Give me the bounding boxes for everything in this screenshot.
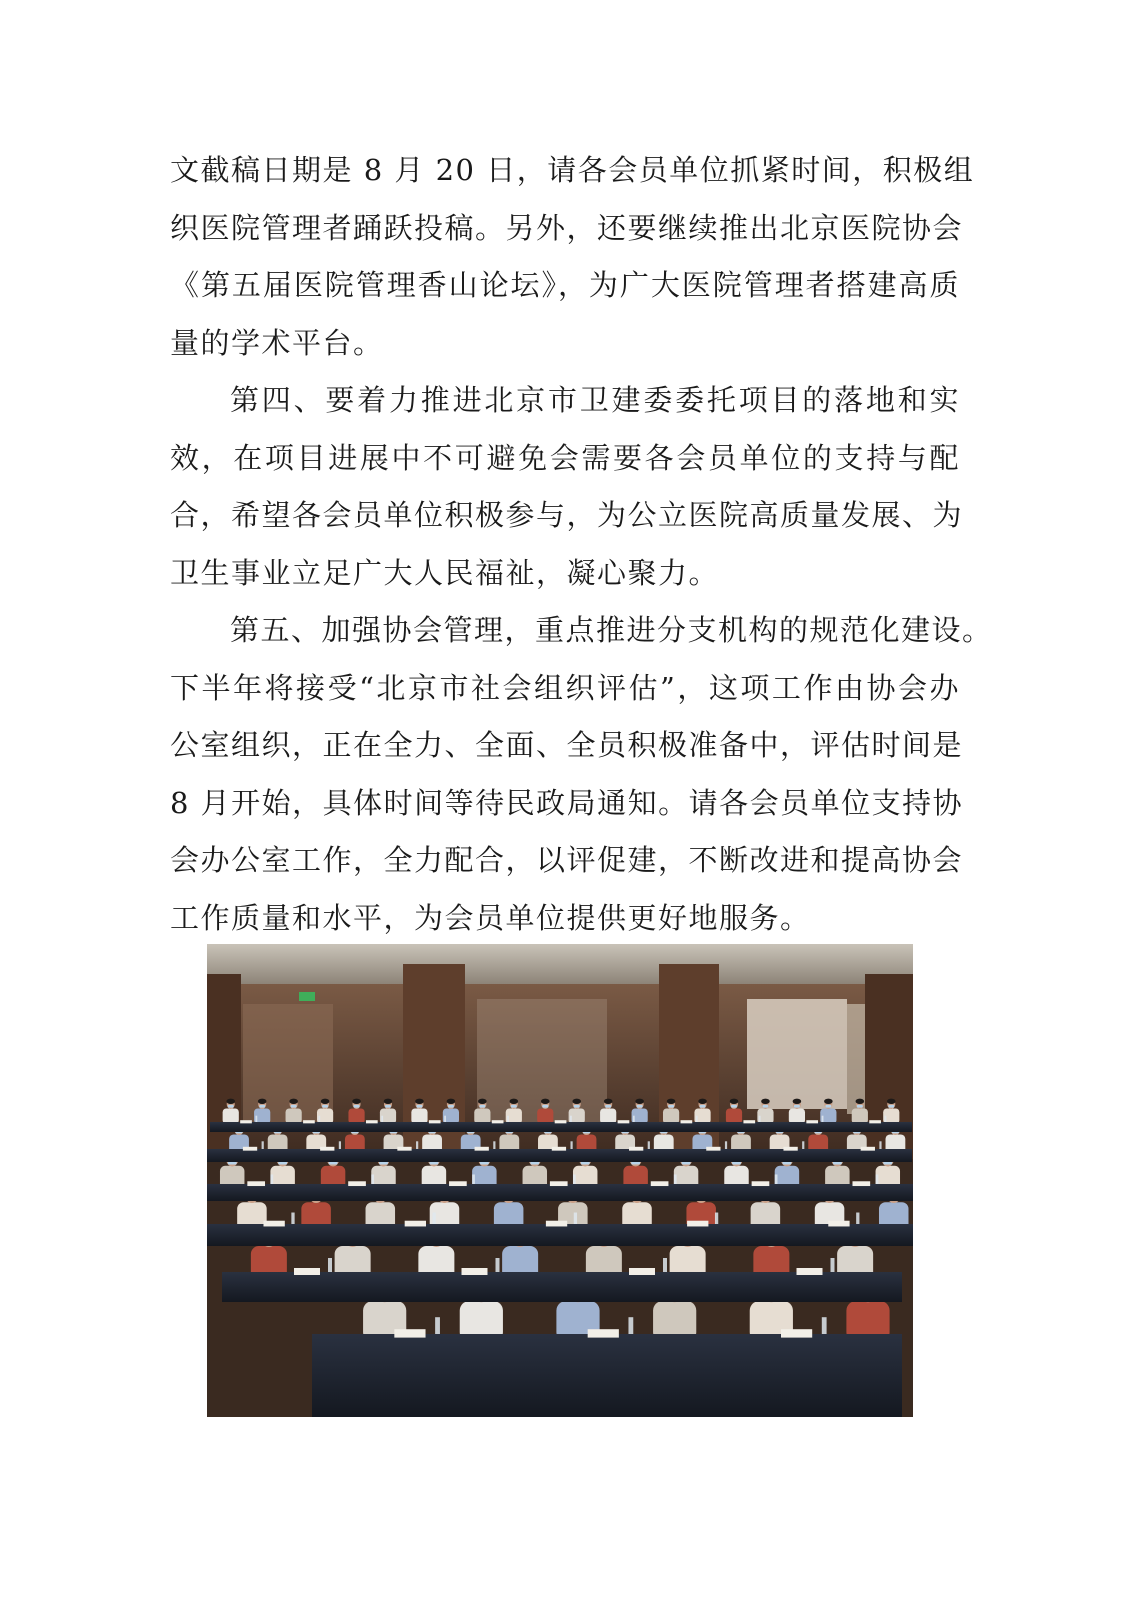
- attendee-body: [411, 1109, 427, 1124]
- attendee-mask: [448, 1105, 454, 1108]
- attendee-mask: [794, 1105, 800, 1108]
- attendee-hair: [384, 1099, 393, 1104]
- text-line: 会办公室工作，全力配合，以评促建，不断改进和提高协会: [170, 843, 964, 877]
- attendee-body: [223, 1109, 239, 1124]
- attendee-hair: [289, 1099, 298, 1104]
- water-bottle: [371, 1174, 374, 1184]
- attendee-hair: [856, 1099, 865, 1104]
- text-line: 合，希望各会员单位积极参与，为公立医院高质量发展、为: [170, 498, 964, 532]
- body-text: [170, 142, 993, 947]
- nameplate: [555, 1120, 567, 1123]
- attendee-mask: [511, 1105, 517, 1108]
- attendee-hair: [415, 1099, 424, 1104]
- nameplate: [797, 1268, 823, 1275]
- water-bottle: [381, 1116, 383, 1122]
- attendee-body: [348, 1109, 364, 1124]
- nameplate: [629, 1147, 643, 1151]
- attendee-mask: [417, 1105, 423, 1108]
- attendee-mask: [322, 1105, 328, 1108]
- attendee-mask: [668, 1105, 674, 1108]
- nameplate: [247, 1181, 265, 1186]
- nameplate: [294, 1268, 320, 1275]
- water-bottle: [633, 1116, 635, 1122]
- text-line: 第五、加强协会管理，重点推进分支机构的规范化建设。: [230, 613, 993, 647]
- table-cloth: [207, 1149, 912, 1162]
- attendee-body: [852, 1109, 868, 1124]
- attendee-mask: [228, 1105, 234, 1108]
- nameplate: [366, 1120, 378, 1123]
- nameplate: [588, 1329, 619, 1337]
- water-bottle: [648, 1141, 650, 1149]
- nameplate: [806, 1120, 818, 1123]
- attendee-hair: [447, 1099, 456, 1104]
- nameplate: [303, 1120, 315, 1123]
- nameplate: [781, 1329, 812, 1337]
- attendee-hair: [604, 1099, 613, 1104]
- attendee-hair: [761, 1099, 770, 1104]
- attendee-hair: [572, 1099, 581, 1104]
- water-bottle: [759, 1116, 761, 1122]
- attendee-body: [663, 1109, 679, 1124]
- nameplate: [550, 1181, 568, 1186]
- text-line: 效，在项目进展中不可避免会需要各会员单位的支持与配: [170, 440, 960, 475]
- attendee-hair: [541, 1099, 550, 1104]
- attendee-mask: [605, 1105, 611, 1108]
- attendee-mask: [637, 1105, 643, 1108]
- attendee-hair: [667, 1099, 676, 1104]
- attendee-mask: [542, 1105, 548, 1108]
- attendee-mask: [763, 1105, 769, 1108]
- water-bottle: [876, 1174, 879, 1184]
- water-bottle: [339, 1141, 341, 1149]
- nameplate: [743, 1120, 755, 1123]
- water-bottle: [570, 1141, 572, 1149]
- water-bottle: [628, 1317, 633, 1334]
- text-line: 公室组织，正在全力、全面、全员积极准备中，评估时间是: [170, 728, 964, 762]
- water-bottle: [444, 1116, 446, 1122]
- attendee-hair: [730, 1099, 739, 1104]
- water-bottle: [493, 1141, 495, 1149]
- nameplate: [475, 1147, 489, 1151]
- nameplate: [861, 1147, 875, 1151]
- water-bottle: [507, 1116, 509, 1122]
- water-bottle: [262, 1141, 264, 1149]
- attendee-mask: [731, 1105, 737, 1108]
- nameplate: [348, 1181, 366, 1186]
- water-bottle: [802, 1141, 804, 1149]
- attendee-hair: [510, 1099, 519, 1104]
- water-bottle: [255, 1116, 257, 1122]
- attendee-body: [726, 1109, 742, 1124]
- text-line: 8 月开始，具体时间等待民政局通知。请各会员单位支持协: [170, 785, 964, 820]
- water-bottle: [775, 1174, 778, 1184]
- nameplate: [629, 1268, 655, 1275]
- water-bottle: [725, 1141, 727, 1149]
- water-bottle: [674, 1174, 677, 1184]
- attendee-mask: [857, 1105, 863, 1108]
- water-bottle: [831, 1258, 835, 1272]
- nameplate: [828, 1221, 849, 1227]
- attendee-body: [474, 1109, 490, 1124]
- attendee-hair: [321, 1099, 330, 1104]
- water-bottle: [663, 1258, 667, 1272]
- nameplate: [449, 1181, 467, 1186]
- water-bottle: [472, 1174, 475, 1184]
- attendee-hair: [352, 1099, 361, 1104]
- nameplate: [546, 1221, 567, 1227]
- water-bottle: [328, 1258, 332, 1272]
- text-line: 卫生事业立足广大人民福祉，凝心聚力。: [170, 555, 720, 590]
- water-bottle: [856, 1213, 859, 1224]
- water-bottle: [879, 1141, 881, 1149]
- nameplate: [752, 1181, 770, 1186]
- text-line: 下半年将接受“北京市社会组织评估”，这项工作由协会办: [170, 670, 960, 705]
- nameplate: [651, 1181, 669, 1186]
- water-bottle: [570, 1116, 572, 1122]
- water-bottle: [574, 1213, 577, 1224]
- attendee-hair: [793, 1099, 802, 1104]
- attendee-hair: [635, 1099, 644, 1104]
- table-cloth: [207, 1184, 913, 1201]
- water-bottle: [416, 1141, 418, 1149]
- water-bottle: [435, 1317, 440, 1334]
- water-bottle: [291, 1213, 294, 1224]
- nameplate: [394, 1329, 425, 1337]
- attendee-mask: [700, 1105, 706, 1108]
- text-line: 量的学术平台。: [170, 325, 384, 360]
- attendee-body: [789, 1109, 805, 1124]
- table-cloth: [222, 1272, 902, 1302]
- attendee-mask: [574, 1105, 580, 1108]
- attendee-mask: [385, 1105, 391, 1108]
- nameplate: [687, 1221, 708, 1227]
- attendee-hair: [824, 1099, 833, 1104]
- nameplate: [852, 1181, 870, 1186]
- water-bottle: [573, 1174, 576, 1184]
- nameplate: [397, 1147, 411, 1151]
- table-cloth: [312, 1334, 902, 1417]
- attendee-mask: [888, 1105, 894, 1108]
- nameplate: [243, 1147, 257, 1151]
- nameplate: [492, 1120, 504, 1123]
- nameplate: [263, 1221, 284, 1227]
- nameplate: [429, 1120, 441, 1123]
- nameplate: [706, 1147, 720, 1151]
- nameplate: [618, 1120, 630, 1123]
- attendee-mask: [259, 1105, 265, 1108]
- text-line: 文截稿日期是 8 月 20 日，请各会员单位抓紧时间，积极组: [170, 153, 975, 187]
- attendee-hair: [478, 1099, 487, 1104]
- conference-photo: [207, 944, 913, 1417]
- text-line: 织医院管理者踊跃投稿。另外，还要继续推出北京医院协会: [170, 210, 964, 245]
- ceiling: [207, 944, 913, 984]
- water-bottle: [715, 1213, 718, 1224]
- attendee-body: [537, 1109, 553, 1124]
- attendee-hair: [887, 1099, 896, 1104]
- attendee-mask: [354, 1105, 360, 1108]
- water-bottle: [822, 1317, 827, 1334]
- attendee-hair: [258, 1099, 267, 1104]
- nameplate: [240, 1120, 252, 1123]
- nameplate: [783, 1147, 797, 1151]
- text-line: 第四、要着力推进北京市卫建委委托项目的落地和实: [230, 383, 960, 417]
- attendee-body: [600, 1109, 616, 1124]
- water-bottle: [433, 1213, 436, 1224]
- nameplate: [681, 1120, 693, 1123]
- nameplate: [462, 1268, 488, 1275]
- text-line: 工作质量和水平，为会员单位提供更好地服务。: [170, 900, 811, 935]
- water-bottle: [496, 1258, 500, 1272]
- nameplate: [869, 1120, 881, 1123]
- wall-panel: [747, 999, 847, 1109]
- attendee-hair: [226, 1099, 235, 1104]
- water-bottle: [696, 1116, 698, 1122]
- text-line: 《第五届医院管理香山论坛》，为广大医院管理者搭建高质: [170, 268, 960, 302]
- table-cloth: [210, 1122, 912, 1132]
- attendee-hair: [698, 1099, 707, 1104]
- attendee-mask: [479, 1105, 485, 1108]
- nameplate: [320, 1147, 334, 1151]
- water-bottle: [270, 1174, 273, 1184]
- attendee-body: [286, 1109, 302, 1124]
- exit-sign: [299, 992, 315, 1001]
- table-cloth: [207, 1224, 913, 1246]
- nameplate: [552, 1147, 566, 1151]
- attendee-mask: [291, 1105, 297, 1108]
- water-bottle: [318, 1116, 320, 1122]
- conference-photo-illustration: [207, 944, 913, 1417]
- nameplate: [405, 1221, 426, 1227]
- attendee-mask: [825, 1105, 831, 1108]
- wall-panel: [243, 1004, 333, 1124]
- water-bottle: [822, 1116, 824, 1122]
- water-bottle: [885, 1116, 887, 1122]
